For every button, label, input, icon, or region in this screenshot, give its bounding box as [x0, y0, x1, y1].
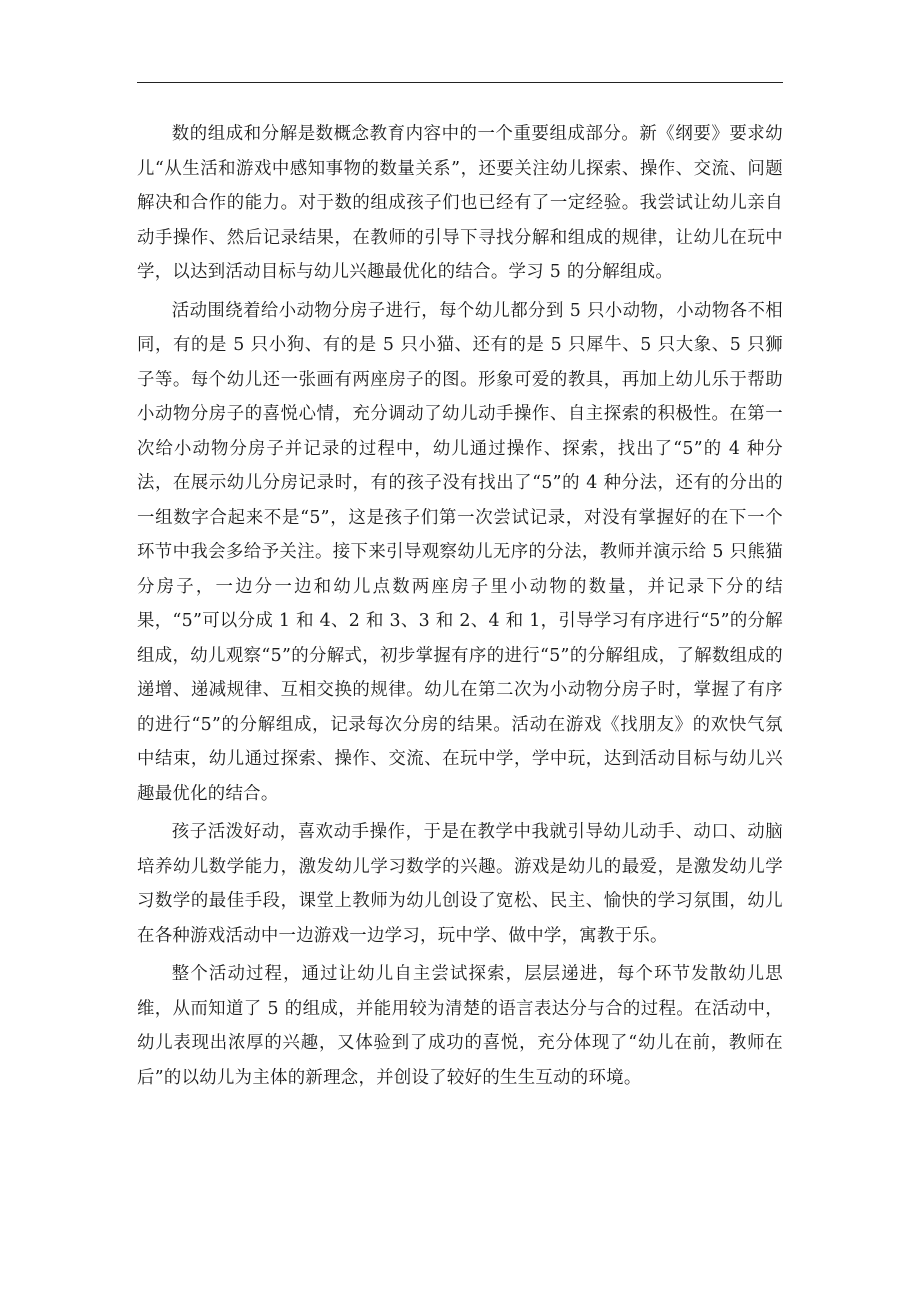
paragraph-4: 整个活动过程，通过让幼儿自主尝试探索，层层递进，每个环节发散幼儿思维，从而知道了 5 的组成，并能用较为清楚的语言表达分与合的过程。在活动中，幼儿表现出浓厚的兴趣，又体验到了成功的喜悦，充分体现了“幼儿在前，教师在后”的以幼儿为主体的新理念，并创设了较好的生生互动的环境。: [137, 964, 783, 1088]
paragraph-3: 孩子活泼好动，喜欢动手操作，于是在教学中我就引导幼儿动手、动口、动脑培养幼儿数学能力，激发幼儿学习数学的兴趣。游戏是幼儿的最爱，是激发幼儿学习数学的最佳手段，课堂上教师为幼儿创设了宽松、民主、愉快的学习氛围，幼儿在各种游戏活动中一边游戏一边学习，玩中学、做中学，寓教于乐。: [137, 822, 783, 946]
document-body: [137, 117, 783, 1095]
header-rule: [137, 82, 783, 83]
paragraph-2: 活动围绕着给小动物分房子进行，每个幼儿都分到 5 只小动物，小动物各不相同，有的是 5 只小狗、有的是 5 只小猫、还有的是 5 只犀牛、5 只大象、5 只狮子等。每个幼儿还一张画有两座房子的图。形象可爱的教具，再加上幼儿乐于帮助小动物分房子的喜悦心情，充分调动了幼儿动手操作、自主探索的积极性。在第一次给小动物分房子并记录的过程中，幼儿通过操作、探索，找出了“5”的 4 种分法，在展示幼儿分房记录时，有的孩子没有找出了“5”的 4 种分法，还有的分出的一组数字合起来不是“5”，这是孩子们第一次尝试记录，对没有掌握好的在下一个环节中我会多给予关注。接下来引导观察幼儿无序的分法，教师并演示给 5 只熊猫分房子，一边分一边和幼儿点数两座房子里小动物的数量，并记录下分的结果，“5”可以分成 1 和 4、2 和 3、3 和 2、4 和 1，引导学习有序进行“5”的分解组成，幼儿观察“5”的分解式，初步掌握有序的进行“5”的分解组成，了解数组成的递增、递减规律、互相交换的规律。幼儿在第二次为小动物分房子时，掌握了有序的进行“5”的分解组成，记录每次分房的结果。活动在游戏《找朋友》的欢快气氛中结束，幼儿通过探索、操作、交流、在玩中学，学中玩，达到活动目标与幼儿兴趣最优化的结合。: [137, 300, 783, 804]
paragraph-1: 数的组成和分解是数概念教育内容中的一个重要组成部分。新《纲要》要求幼儿“从生活和游戏中感知事物的数量关系”，还要关注幼儿探索、操作、交流、问题解决和合作的能力。对于数的组成孩子们也已经有了一定经验。我尝试让幼儿亲自动手操作、然后记录结果，在教师的引导下寻找分解和组成的规律，让幼儿在玩中学，以达到活动目标与幼儿兴趣最优化的结合。学习 5 的分解组成。: [137, 124, 783, 282]
